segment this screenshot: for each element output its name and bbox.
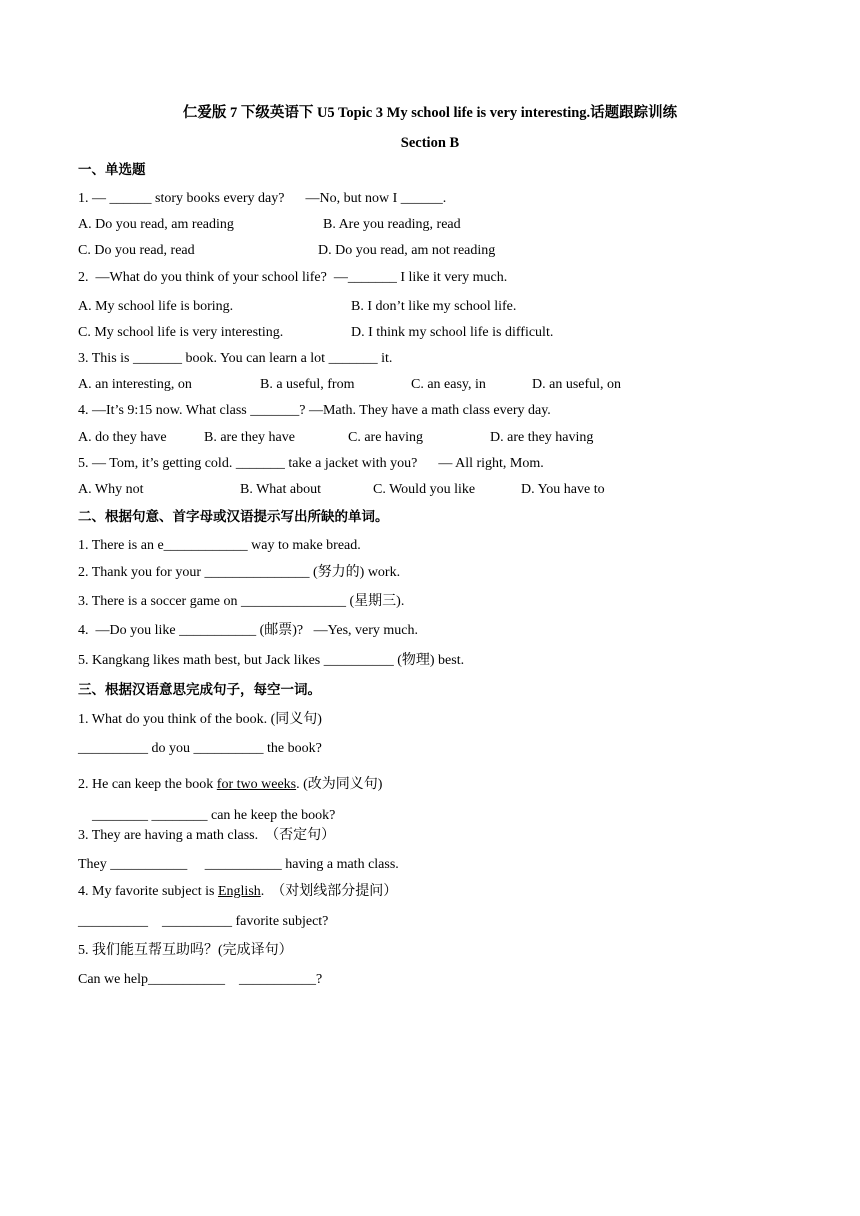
question-2-option-c: C. My school life is very interesting. xyxy=(78,325,284,340)
underlined-word: English xyxy=(217,884,261,899)
question-5-option-d: D. You have to xyxy=(521,482,605,497)
sentence-3-answer-line: They ___________ ___________ having a math class. xyxy=(78,857,399,872)
section-heading-single-choice: 一、单选题 xyxy=(78,162,146,178)
question-3-option-b: B. a useful, from xyxy=(260,377,355,392)
question-5-option-a: A. Why not xyxy=(78,482,144,497)
sentence-4-prompt xyxy=(78,883,397,901)
question-4-option-d: D. are they having xyxy=(490,430,594,445)
question-1-stem: 1. — ______ story books every day? —No, but now I ______. xyxy=(78,191,447,206)
question-1-option-a: A. Do you read, am reading xyxy=(78,217,234,232)
question-4-stem: 4. —It’s 9:15 now. What class _______? —Math. They have a math class every day. xyxy=(78,403,551,418)
question-2-option-b: B. I don’t like my school life. xyxy=(351,299,517,314)
sentence-3-prompt: 3. They are having a math class. （否定句） xyxy=(78,828,336,843)
question-2-stem: 2. —What do you think of your school life? —_______ I like it very much. xyxy=(78,270,508,285)
question-4-option-a: A. do they have xyxy=(78,430,167,445)
question-2-option-d: D. I think my school life is difficult. xyxy=(351,325,554,340)
sentence-2-answer-line: ________ ________ can he keep the book? xyxy=(78,808,336,823)
question-5-option-b: B. What about xyxy=(240,482,322,497)
question-2-option-a: A. My school life is boring. xyxy=(78,299,234,314)
question-3-option-d: D. an useful, on xyxy=(532,377,622,392)
word-fill-item: 5. Kangkang likes math best, but Jack likes __________ (物理) best. xyxy=(78,653,465,668)
sentence-2-prompt-end: . (改为同义句) xyxy=(296,777,383,792)
question-1-option-c: C. Do you read, read xyxy=(78,243,195,258)
document-title: 仁爱版 7 下级英语下 U5 Topic 3 My school life is very interesting.话题跟踪训练 xyxy=(182,105,678,121)
sentence-2-prompt-start: 2. He can keep the book xyxy=(78,777,217,792)
sentence-5-answer-line: Can we help___________ ___________? xyxy=(78,972,323,987)
question-1-option-d: D. Do you read, am not reading xyxy=(318,243,496,258)
sentence-1-prompt: 1. What do you think of the book. (同义句) xyxy=(78,712,322,727)
sentence-1-answer-line: __________ do you __________ the book? xyxy=(78,741,322,756)
word-fill-item: 1. There is an e____________ way to make bread. xyxy=(78,538,361,553)
word-fill-item: 2. Thank you for your _______________ (努力的) work. xyxy=(78,565,401,580)
question-5-stem: 5. — Tom, it’s getting cold. _______ take a jacket with you? — All right, Mom. xyxy=(78,456,544,471)
section-heading-complete-sentences: 三、根据汉语意思完成句子，每空一词。 xyxy=(78,682,321,698)
sentence-2-prompt xyxy=(78,776,382,794)
sentence-4-answer-line: __________ __________ favorite subject? xyxy=(78,914,329,929)
question-4-option-c: C. are having xyxy=(348,430,424,445)
question-1-option-b: B. Are you reading, read xyxy=(323,217,461,232)
word-fill-item: 4. —Do you like ___________ (邮票)? —Yes, very much. xyxy=(78,623,418,638)
question-4-option-b: B. are they have xyxy=(204,430,295,445)
word-fill-item: 3. There is a soccer game on _______________ (星期三). xyxy=(78,594,405,609)
sentence-5-prompt: 5. 我们能互帮互助吗？(完成译句） xyxy=(78,943,293,958)
sentence-4-prompt-end: . （对划线部分提问） xyxy=(260,884,398,899)
document-subtitle: Section B xyxy=(400,135,460,151)
question-3-option-c: C. an easy, in xyxy=(411,377,486,392)
underlined-phrase: for two weeks xyxy=(216,777,297,792)
question-3-option-a: A. an interesting, on xyxy=(78,377,192,392)
question-5-option-c: C. Would you like xyxy=(373,482,476,497)
question-3-stem: 3. This is _______ book. You can learn a lot _______ it. xyxy=(78,351,393,366)
section-heading-word-fill: 二、根据句意、首字母或汉语提示写出所缺的单词。 xyxy=(78,509,389,525)
sentence-4-prompt-start: 4. My favorite subject is xyxy=(78,884,218,899)
